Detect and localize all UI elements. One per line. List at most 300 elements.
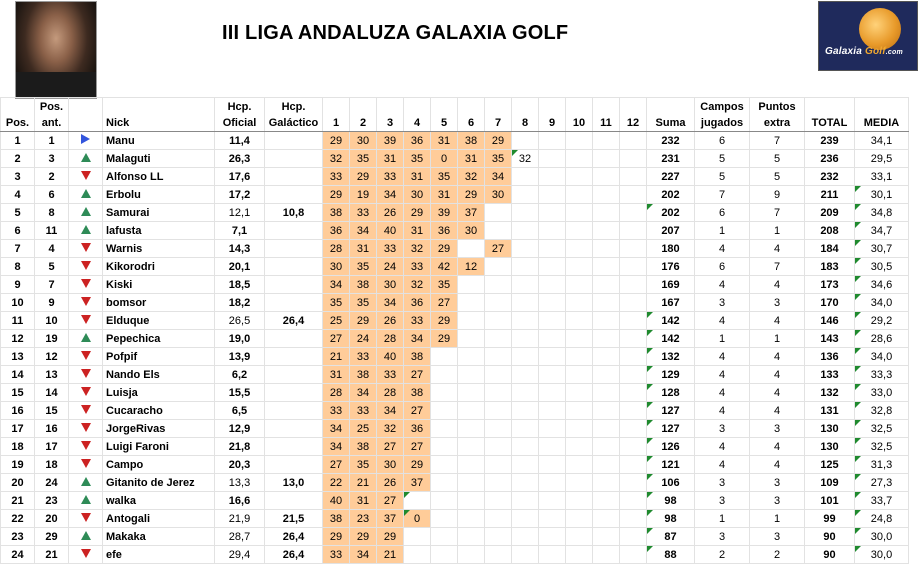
- round-score-cell: 33: [377, 168, 404, 186]
- nick-cell: Kikorodri: [103, 258, 215, 276]
- round-score-cell: [566, 312, 593, 330]
- trend-cell: [69, 384, 103, 402]
- round-score-cell: [539, 456, 566, 474]
- previous-position-cell: 16: [35, 420, 69, 438]
- round-score-cell: [566, 420, 593, 438]
- hcp-galactico-cell: [265, 258, 323, 276]
- round-score-cell: [512, 348, 539, 366]
- hcp-galactico-cell: [265, 420, 323, 438]
- trend-cell: [69, 168, 103, 186]
- round-score-cell: 38: [404, 384, 431, 402]
- trend-cell: [69, 366, 103, 384]
- round-score-cell: [566, 348, 593, 366]
- total-cell: 236: [805, 150, 855, 168]
- hcp-galactico-cell: 26,4: [265, 312, 323, 330]
- round-score-cell: [512, 510, 539, 528]
- trend-cell: [69, 492, 103, 510]
- previous-position-cell: 8: [35, 204, 69, 222]
- round-score-cell: [512, 402, 539, 420]
- suma-cell: 202: [647, 204, 695, 222]
- nick-cell: Elduque: [103, 312, 215, 330]
- suma-cell: 231: [647, 150, 695, 168]
- position-cell: 12: [1, 330, 35, 348]
- table-row: [1, 420, 909, 438]
- hcp-galactico-cell: 10,8: [265, 204, 323, 222]
- round-score-cell: [566, 456, 593, 474]
- logo-emblem: [859, 8, 901, 50]
- hcp-oficial-cell: 17,2: [215, 186, 265, 204]
- round-score-cell: [566, 384, 593, 402]
- puntos-extra-cell: 3: [750, 528, 805, 546]
- round-score-cell: 29: [350, 528, 377, 546]
- position-cell: 22: [1, 510, 35, 528]
- hcp-oficial-cell: 26,3: [215, 150, 265, 168]
- round-score-cell: [404, 492, 431, 510]
- trend-down-icon: [81, 369, 91, 378]
- galaxia-golf-logo: [818, 1, 918, 71]
- round-score-cell: 34: [485, 168, 512, 186]
- round-score-cell: [512, 456, 539, 474]
- trend-down-icon: [81, 441, 91, 450]
- player-photo: [15, 1, 97, 99]
- round-score-cell: 31: [404, 222, 431, 240]
- trend-cell: [69, 276, 103, 294]
- hcp-galactico-cell: [265, 132, 323, 150]
- hcp-oficial-cell: 21,8: [215, 438, 265, 456]
- campos-jugados-cell: 4: [695, 402, 750, 420]
- media-cell: 30,7: [855, 240, 909, 258]
- logo-suffix: .com: [885, 49, 903, 56]
- previous-position-cell: 24: [35, 474, 69, 492]
- round-score-cell: 35: [350, 258, 377, 276]
- position-cell: 16: [1, 402, 35, 420]
- round-score-cell: 25: [323, 312, 350, 330]
- round-score-cell: [593, 150, 620, 168]
- total-cell: 125: [805, 456, 855, 474]
- round-score-cell: 27: [323, 456, 350, 474]
- column-header: MEDIA: [855, 98, 909, 132]
- round-score-cell: 30: [485, 186, 512, 204]
- campos-jugados-cell: 7: [695, 186, 750, 204]
- media-cell: 34,7: [855, 222, 909, 240]
- hcp-galactico-cell: [265, 186, 323, 204]
- position-cell: 21: [1, 492, 35, 510]
- suma-cell: 202: [647, 186, 695, 204]
- round-score-cell: [566, 240, 593, 258]
- round-score-cell: 12: [458, 258, 485, 276]
- round-score-cell: [512, 528, 539, 546]
- round-score-cell: 29: [431, 240, 458, 258]
- round-score-cell: [485, 276, 512, 294]
- media-cell: 30,1: [855, 186, 909, 204]
- round-score-cell: 30: [377, 456, 404, 474]
- hcp-galactico-cell: [265, 330, 323, 348]
- hcp-oficial-cell: 18,2: [215, 294, 265, 312]
- round-score-cell: [458, 528, 485, 546]
- column-header: 1: [323, 98, 350, 132]
- puntos-extra-cell: 4: [750, 438, 805, 456]
- previous-position-cell: 10: [35, 312, 69, 330]
- trend-cell: [69, 402, 103, 420]
- previous-position-cell: 9: [35, 294, 69, 312]
- round-score-cell: [431, 546, 458, 564]
- round-score-cell: [485, 366, 512, 384]
- round-score-cell: [620, 312, 647, 330]
- round-score-cell: [620, 150, 647, 168]
- total-cell: 130: [805, 438, 855, 456]
- suma-cell: 106: [647, 474, 695, 492]
- suma-cell: 142: [647, 312, 695, 330]
- round-score-cell: 26: [377, 474, 404, 492]
- round-score-cell: 33: [323, 546, 350, 564]
- round-score-cell: 34: [323, 438, 350, 456]
- hcp-oficial-cell: 13,9: [215, 348, 265, 366]
- puntos-extra-cell: 1: [750, 330, 805, 348]
- round-score-cell: [512, 420, 539, 438]
- trend-down-icon: [81, 423, 91, 432]
- round-score-cell: 33: [323, 402, 350, 420]
- hcp-oficial-cell: 12,9: [215, 420, 265, 438]
- round-score-cell: 35: [323, 294, 350, 312]
- trend-cell: [69, 456, 103, 474]
- round-score-cell: [593, 474, 620, 492]
- round-score-cell: 29: [404, 456, 431, 474]
- round-score-cell: [620, 348, 647, 366]
- previous-position-cell: 1: [35, 132, 69, 150]
- round-score-cell: 38: [458, 132, 485, 150]
- campos-jugados-cell: 2: [695, 546, 750, 564]
- round-score-cell: [620, 402, 647, 420]
- round-score-cell: 33: [350, 204, 377, 222]
- round-score-cell: 19: [350, 186, 377, 204]
- table-row: [1, 510, 909, 528]
- trend-up-icon: [81, 495, 91, 504]
- round-score-cell: 28: [323, 384, 350, 402]
- trend-down-icon: [81, 315, 91, 324]
- round-score-cell: [539, 420, 566, 438]
- round-score-cell: [566, 132, 593, 150]
- round-score-cell: [512, 474, 539, 492]
- hcp-oficial-cell: 20,1: [215, 258, 265, 276]
- column-header: 6: [458, 98, 485, 132]
- round-score-cell: [539, 276, 566, 294]
- round-score-cell: 33: [377, 366, 404, 384]
- round-score-cell: [485, 528, 512, 546]
- round-score-cell: 33: [350, 348, 377, 366]
- trend-cell: [69, 546, 103, 564]
- trend-down-icon: [81, 171, 91, 180]
- round-score-cell: [593, 384, 620, 402]
- puntos-extra-cell: 3: [750, 474, 805, 492]
- media-cell: 24,8: [855, 510, 909, 528]
- round-score-cell: [458, 492, 485, 510]
- hcp-galactico-cell: 26,4: [265, 528, 323, 546]
- round-score-cell: [512, 276, 539, 294]
- round-score-cell: 38: [323, 204, 350, 222]
- round-score-cell: 28: [377, 384, 404, 402]
- round-score-cell: [458, 510, 485, 528]
- player-photo-shirt: [16, 72, 96, 98]
- round-score-cell: 31: [350, 492, 377, 510]
- round-score-cell: 29: [350, 168, 377, 186]
- media-cell: 30,0: [855, 546, 909, 564]
- round-score-cell: [593, 402, 620, 420]
- round-score-cell: [620, 366, 647, 384]
- total-cell: 99: [805, 510, 855, 528]
- column-header: 9: [539, 98, 566, 132]
- round-score-cell: [593, 528, 620, 546]
- round-score-cell: 31: [323, 366, 350, 384]
- round-score-cell: [458, 366, 485, 384]
- suma-cell: 227: [647, 168, 695, 186]
- round-score-cell: 28: [377, 330, 404, 348]
- total-cell: 133: [805, 366, 855, 384]
- trend-down-icon: [81, 261, 91, 270]
- round-score-cell: [620, 186, 647, 204]
- campos-jugados-cell: 4: [695, 438, 750, 456]
- nick-cell: Antogali: [103, 510, 215, 528]
- media-cell: 34,6: [855, 276, 909, 294]
- media-cell: 29,5: [855, 150, 909, 168]
- media-cell: 30,0: [855, 528, 909, 546]
- table-row: [1, 132, 909, 150]
- round-score-cell: 34: [350, 222, 377, 240]
- round-score-cell: [485, 438, 512, 456]
- round-score-cell: [485, 222, 512, 240]
- round-score-cell: 31: [431, 132, 458, 150]
- trend-up-icon: [81, 189, 91, 198]
- nick-cell: Gitanito de Jerez: [103, 474, 215, 492]
- round-score-cell: [539, 384, 566, 402]
- campos-jugados-cell: 4: [695, 456, 750, 474]
- round-score-cell: 31: [404, 168, 431, 186]
- puntos-extra-cell: 9: [750, 186, 805, 204]
- round-score-cell: [593, 168, 620, 186]
- round-score-cell: [593, 546, 620, 564]
- position-cell: 10: [1, 294, 35, 312]
- hcp-galactico-cell: [265, 492, 323, 510]
- round-score-cell: [620, 222, 647, 240]
- round-score-cell: [539, 258, 566, 276]
- trend-same-icon: [81, 134, 90, 144]
- hcp-oficial-cell: 21,9: [215, 510, 265, 528]
- trend-up-icon: [81, 207, 91, 216]
- previous-position-cell: 7: [35, 276, 69, 294]
- column-header: 4: [404, 98, 431, 132]
- hcp-oficial-cell: 26,5: [215, 312, 265, 330]
- round-score-cell: [620, 132, 647, 150]
- trend-down-icon: [81, 513, 91, 522]
- round-score-cell: 29: [485, 132, 512, 150]
- campos-jugados-cell: 4: [695, 348, 750, 366]
- round-score-cell: [512, 186, 539, 204]
- suma-cell: 142: [647, 330, 695, 348]
- suma-cell: 121: [647, 456, 695, 474]
- position-cell: 7: [1, 240, 35, 258]
- suma-cell: 127: [647, 402, 695, 420]
- trend-cell: [69, 258, 103, 276]
- round-score-cell: 42: [431, 258, 458, 276]
- hcp-galactico-cell: [265, 348, 323, 366]
- hcp-oficial-cell: 6,5: [215, 402, 265, 420]
- round-score-cell: 21: [377, 546, 404, 564]
- hcp-oficial-cell: 19,0: [215, 330, 265, 348]
- trend-cell: [69, 150, 103, 168]
- puntos-extra-cell: 7: [750, 204, 805, 222]
- round-score-cell: [593, 456, 620, 474]
- trend-cell: [69, 474, 103, 492]
- previous-position-cell: 2: [35, 168, 69, 186]
- round-score-cell: [485, 492, 512, 510]
- position-cell: 23: [1, 528, 35, 546]
- nick-cell: Samurai: [103, 204, 215, 222]
- position-cell: 4: [1, 186, 35, 204]
- puntos-extra-cell: 4: [750, 456, 805, 474]
- trend-cell: [69, 294, 103, 312]
- round-score-cell: [593, 186, 620, 204]
- round-score-cell: [485, 312, 512, 330]
- total-cell: 90: [805, 528, 855, 546]
- media-cell: 34,0: [855, 348, 909, 366]
- media-cell: 30,5: [855, 258, 909, 276]
- round-score-cell: [539, 132, 566, 150]
- round-score-cell: 35: [431, 276, 458, 294]
- round-score-cell: 35: [404, 150, 431, 168]
- round-score-cell: [539, 330, 566, 348]
- round-score-cell: [458, 276, 485, 294]
- nick-cell: Erbolu: [103, 186, 215, 204]
- round-score-cell: 34: [404, 330, 431, 348]
- previous-position-cell: 6: [35, 186, 69, 204]
- hcp-oficial-cell: 18,5: [215, 276, 265, 294]
- round-score-cell: 27: [404, 366, 431, 384]
- suma-cell: 129: [647, 366, 695, 384]
- table-row: [1, 168, 909, 186]
- table-row: [1, 240, 909, 258]
- round-score-cell: 21: [323, 348, 350, 366]
- round-score-cell: [566, 294, 593, 312]
- round-score-cell: [458, 456, 485, 474]
- hcp-galactico-cell: [265, 402, 323, 420]
- previous-position-cell: 18: [35, 456, 69, 474]
- hcp-oficial-cell: 17,6: [215, 168, 265, 186]
- standings-table: [0, 97, 909, 564]
- round-score-cell: 28: [323, 240, 350, 258]
- round-score-cell: [458, 240, 485, 258]
- round-score-cell: 21: [350, 474, 377, 492]
- round-score-cell: [512, 204, 539, 222]
- puntos-extra-cell: 7: [750, 258, 805, 276]
- round-score-cell: [566, 330, 593, 348]
- trend-cell: [69, 312, 103, 330]
- round-score-cell: 0: [404, 510, 431, 528]
- column-header: Puntos extra: [750, 98, 805, 132]
- round-score-cell: [593, 276, 620, 294]
- round-score-cell: 36: [323, 222, 350, 240]
- round-score-cell: 29: [323, 186, 350, 204]
- previous-position-cell: 14: [35, 384, 69, 402]
- round-score-cell: [620, 258, 647, 276]
- round-score-cell: 32: [404, 276, 431, 294]
- campos-jugados-cell: 5: [695, 150, 750, 168]
- round-score-cell: 36: [404, 420, 431, 438]
- hcp-galactico-cell: [265, 366, 323, 384]
- round-score-cell: [539, 240, 566, 258]
- round-score-cell: [431, 492, 458, 510]
- round-score-cell: [593, 312, 620, 330]
- hcp-galactico-cell: [265, 456, 323, 474]
- round-score-cell: [431, 528, 458, 546]
- hcp-galactico-cell: 13,0: [265, 474, 323, 492]
- nick-cell: bomsor: [103, 294, 215, 312]
- round-score-cell: [593, 348, 620, 366]
- column-header: 12: [620, 98, 647, 132]
- round-score-cell: [512, 384, 539, 402]
- media-cell: 33,7: [855, 492, 909, 510]
- round-score-cell: [539, 294, 566, 312]
- column-header: 10: [566, 98, 593, 132]
- suma-cell: 98: [647, 492, 695, 510]
- campos-jugados-cell: 3: [695, 528, 750, 546]
- round-score-cell: [620, 456, 647, 474]
- total-cell: 131: [805, 402, 855, 420]
- round-score-cell: [431, 420, 458, 438]
- media-cell: 34,8: [855, 204, 909, 222]
- hcp-galactico-cell: 26,4: [265, 546, 323, 564]
- nick-cell: Pofpif: [103, 348, 215, 366]
- table-row: [1, 204, 909, 222]
- round-score-cell: 33: [404, 258, 431, 276]
- hcp-oficial-cell: 20,3: [215, 456, 265, 474]
- total-cell: 109: [805, 474, 855, 492]
- position-cell: 9: [1, 276, 35, 294]
- round-score-cell: [485, 384, 512, 402]
- trend-up-icon: [81, 225, 91, 234]
- hcp-galactico-cell: [265, 240, 323, 258]
- hcp-oficial-cell: 6,2: [215, 366, 265, 384]
- campos-jugados-cell: 4: [695, 276, 750, 294]
- trend-down-icon: [81, 351, 91, 360]
- puntos-extra-cell: 4: [750, 402, 805, 420]
- round-score-cell: 23: [350, 510, 377, 528]
- previous-position-cell: 4: [35, 240, 69, 258]
- trend-up-icon: [81, 333, 91, 342]
- suma-cell: 207: [647, 222, 695, 240]
- column-header: 8: [512, 98, 539, 132]
- position-cell: 1: [1, 132, 35, 150]
- round-score-cell: [620, 276, 647, 294]
- round-score-cell: 24: [377, 258, 404, 276]
- suma-cell: 132: [647, 348, 695, 366]
- campos-jugados-cell: 5: [695, 168, 750, 186]
- media-cell: 28,6: [855, 330, 909, 348]
- round-score-cell: 29: [458, 186, 485, 204]
- round-score-cell: 26: [377, 312, 404, 330]
- round-score-cell: 37: [377, 510, 404, 528]
- total-cell: 173: [805, 276, 855, 294]
- nick-cell: walka: [103, 492, 215, 510]
- round-score-cell: [566, 222, 593, 240]
- round-score-cell: 25: [350, 420, 377, 438]
- trend-cell: [69, 240, 103, 258]
- campos-jugados-cell: 4: [695, 366, 750, 384]
- round-score-cell: [485, 474, 512, 492]
- position-cell: 8: [1, 258, 35, 276]
- previous-position-cell: 5: [35, 258, 69, 276]
- round-score-cell: [593, 240, 620, 258]
- table-row: [1, 258, 909, 276]
- previous-position-cell: 17: [35, 438, 69, 456]
